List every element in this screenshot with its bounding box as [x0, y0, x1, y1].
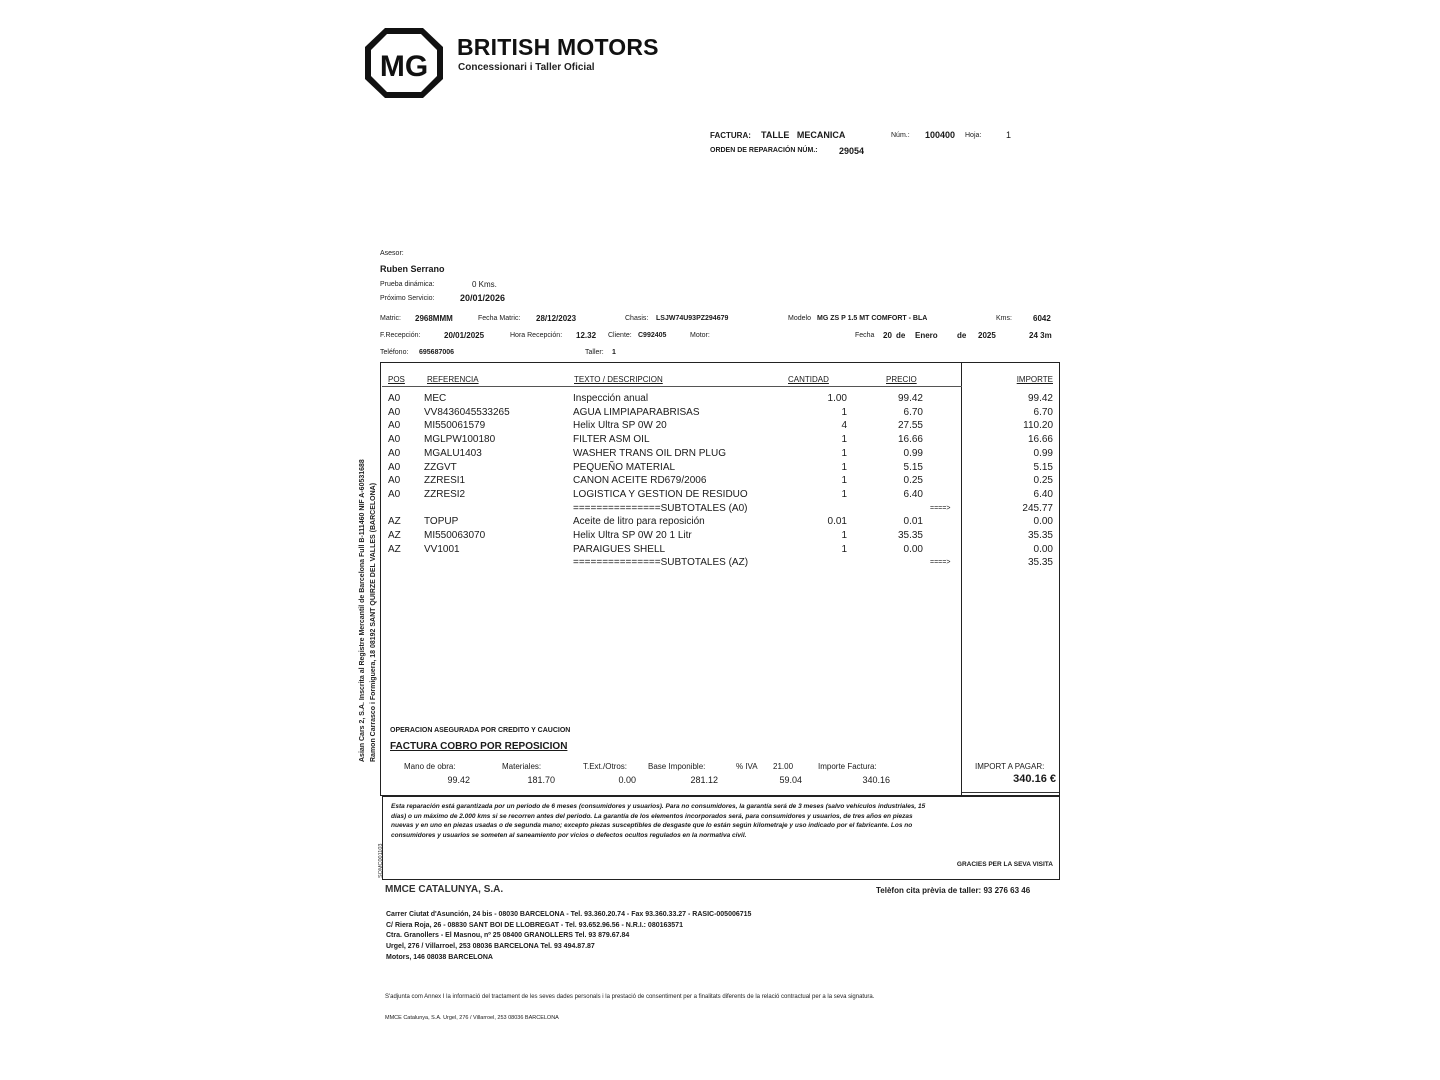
amount-column-divider	[961, 363, 962, 795]
invoice-amount-label: Importe Factura:	[818, 762, 877, 771]
row-pos: AZ	[388, 543, 401, 555]
date-label: Fecha	[855, 332, 875, 339]
row-price: 5.15	[903, 461, 923, 473]
row-ref: TOPUP	[424, 516, 459, 528]
labor-value: 99.42	[447, 775, 470, 785]
vat-value: 59.04	[779, 775, 802, 785]
row-pos: A0	[388, 393, 401, 404]
chassis-label: Chasis:	[625, 315, 649, 322]
invoice-kind: FACTURA COBRO POR REPOSICION	[390, 741, 568, 752]
client-label: Cliente:	[608, 332, 632, 339]
reception-time: 12.32	[576, 331, 597, 340]
row-qty: 1	[841, 434, 847, 446]
row-pos: A0	[388, 434, 401, 446]
date-extra: 24 3m	[1029, 331, 1052, 340]
row-ref: MGALU1403	[424, 447, 482, 459]
next-service-date: 20/01/2026	[460, 293, 506, 303]
row-qty: 1	[841, 488, 847, 500]
address-line-5: Motors, 146 08038 BARCELONA	[386, 954, 493, 961]
row-pos: A0	[388, 488, 401, 500]
row-amount: 5.15	[1033, 461, 1053, 473]
model-value: MG ZS P 1.5 MT COMFORT - BLA	[817, 315, 928, 322]
test-drive-value: 0 Kms.	[472, 280, 497, 289]
row-ref: MEC	[424, 393, 447, 404]
other-value: 0.00	[618, 775, 636, 785]
row-qty: 1	[841, 447, 847, 459]
model-label: Modelo	[788, 315, 811, 322]
row-amount: 0.25	[1033, 475, 1053, 487]
row-qty: 4	[841, 420, 847, 432]
row-amount: 99.42	[1027, 393, 1053, 404]
guarantee-text: Esta reparación está garantizada por un periodo de 6 meses (consumidores y usuarios). Para no consumidores, la garantía será de 3 meses (salvo vehículos industriales, 15 días) o un máximo de 2.000 kms si se recorren antes del periodo. La garantía de los elementos incorporados será, para consumidores y usuarios, de tres años en piezas nuevas y en uno en piezas usadas o de segunda mano; excepto piezas susceptibles de desgaste que lo están según kilometraje y uso indicado por el fabricante. Los no consumidores y usuarios se someten al saneamiento por vicios o defectos ocultos regulados en la normativa civil.	[391, 803, 926, 839]
subtotal-desc: ===============SUBTOTALES (AZ)	[573, 557, 749, 569]
row-pos: A0	[388, 447, 401, 459]
base-label: Base Imponible:	[648, 762, 706, 771]
workshop-phone: Telèfon cita prèvia de taller: 93 276 63 46	[876, 886, 1031, 895]
form-code-text: SOMC001103	[378, 843, 384, 878]
kms-value: 6042	[1033, 314, 1051, 323]
row-desc: FILTER ASM OIL	[573, 434, 650, 446]
subtotal-amount: 35.35	[1027, 557, 1053, 569]
total-rule	[962, 792, 1059, 793]
advisor-name: Ruben Serrano	[380, 264, 445, 274]
invoice-amount-value: 340.16	[862, 775, 890, 785]
row-desc: WASHER TRANS OIL DRN PLUG	[573, 447, 726, 459]
page-number: 1	[1006, 130, 1012, 140]
registration-date: 28/12/2023	[536, 314, 577, 323]
repair-order-number: 29054	[839, 146, 865, 156]
subtotal-desc: ===============SUBTOTALES (A0)	[573, 502, 748, 514]
row-price: 0.25	[903, 475, 923, 487]
row-pos: AZ	[388, 516, 401, 528]
row-price: 35.35	[897, 530, 923, 541]
other-label: T.Ext./Otros:	[583, 762, 628, 771]
workshop-label: Taller:	[585, 349, 604, 356]
legal-line-2: Ramon Carrasco i Formiguera, 18 08192 SANT QUIRZE DEL VALLES (BARCELONA)	[370, 482, 377, 762]
row-pos: A0	[388, 406, 401, 418]
materials-value: 181.70	[527, 775, 555, 785]
footer-company: MMCE CATALUNYA, S.A.	[385, 884, 504, 895]
header-amount: IMPORTE	[1016, 375, 1053, 384]
page-label: Hoja:	[965, 132, 982, 139]
legal-line-1: Asian Cars 2, S.A. Inscrita al Registre Mercantil de Barcelona Full B-111460 NIF A-60531688	[359, 459, 366, 762]
advisor-label: Asesor:	[380, 250, 404, 257]
row-price: 6.70	[903, 406, 923, 418]
row-ref: MI550061579	[424, 420, 486, 432]
pay-label: IMPORT A PAGAR:	[975, 762, 1045, 771]
pay-value: 340.16 €	[1013, 773, 1056, 785]
reception-date: 20/01/2025	[444, 331, 485, 340]
header-rule	[382, 386, 962, 387]
insured-operation-text: OPERACION ASEGURADA POR CREDITO Y CAUCION	[390, 727, 571, 734]
row-amount: 16.66	[1027, 434, 1053, 446]
invoice-number: 100400	[925, 130, 956, 140]
brand-subtitle: Concessionari i Taller Oficial	[458, 62, 595, 73]
row-price: 0.01	[903, 516, 923, 528]
row-pos: AZ	[388, 530, 401, 541]
row-amount: 6.40	[1033, 488, 1053, 500]
date-de-1: de	[896, 331, 906, 340]
header-qty: CANTIDAD	[788, 375, 829, 384]
date-year: 2025	[978, 331, 996, 340]
vat-rate: 21.00	[773, 762, 794, 771]
workshop-number: 1	[612, 349, 616, 356]
vat-label: % IVA	[736, 762, 758, 771]
footer-small-line: MMCE Catalunya, S.A. Urgel, 276 / Villarroel, 253 08036 BARCELONA	[385, 1015, 559, 1021]
labor-label: Mano de obra:	[404, 762, 456, 771]
row-amount: 110.20	[1023, 420, 1053, 432]
mg-logo-icon	[363, 25, 445, 101]
repair-order-label: ORDEN DE REPARACIÓN NÚM.:	[710, 147, 818, 154]
privacy-note: S'adjunta com Annex I la informació del tractament de les seves dades personals i la prestació de consentiment per a finalitats diferents de la relació contractual per a la seva signatura.	[385, 994, 875, 1000]
header-ref: REFERENCIA	[427, 375, 479, 384]
row-desc: CANON ACEITE RD679/2006	[573, 475, 707, 487]
header-pos: POS	[388, 375, 405, 384]
row-qty: 1	[841, 475, 847, 487]
engine-label: Motor:	[690, 332, 710, 339]
next-service-label: Próximo Servicio:	[380, 295, 435, 302]
kms-label: Kms:	[996, 315, 1012, 322]
address-line-2: C/ Riera Roja, 26 - 08830 SANT BOI DE LLOBREGAT - Tel. 93.652.96.56 - N.R.I.: 080163571	[386, 922, 683, 929]
row-amount: 0.00	[1033, 516, 1053, 528]
invoice-label: FACTURA:	[710, 131, 751, 140]
row-price: 16.66	[897, 434, 923, 446]
row-desc: Helix Ultra SP 0W 20	[573, 420, 667, 432]
row-desc: PEQUEÑO MATERIAL	[573, 461, 676, 473]
row-desc: LOGISTICA Y GESTION DE RESIDUO	[573, 488, 748, 500]
date-de-2: de	[957, 331, 967, 340]
row-qty: 1	[841, 461, 847, 473]
row-qty: 1	[841, 543, 847, 555]
address-line-1: Carrer Ciutat d'Asunción, 24 bis - 08030 BARCELONA - Tel. 93.360.20.74 - Fax 93.360.33.27 - RASIC-005006715	[386, 911, 752, 918]
row-ref: ZZGVT	[424, 461, 457, 473]
plate-label: Matric:	[380, 315, 401, 322]
row-price: 6.40	[903, 488, 923, 500]
header-desc: TEXTO / DESCRIPCION	[574, 375, 663, 384]
chassis-number: LSJW74U93PZ294679	[656, 315, 729, 322]
phone-label: Teléfono:	[380, 349, 409, 356]
plate-number: 2968MMM	[415, 314, 453, 323]
row-price: 27.55	[897, 420, 923, 432]
row-pos: A0	[388, 475, 401, 487]
subtotal-arrow: ====>	[930, 559, 951, 567]
row-desc: Inspección anual	[573, 393, 649, 404]
row-ref: ZZRESI1	[424, 475, 466, 487]
registration-date-label: Fecha Matric:	[478, 315, 521, 322]
row-qty: 1	[841, 406, 847, 418]
row-desc: Helix Ultra SP 0W 20 1 Litr	[573, 530, 692, 541]
address-line-3: Ctra. Granollers - El Masnou, nº 25 08400 GRANOLLERS Tel. 93 879.67.84	[386, 932, 630, 939]
row-desc: AGUA LIMPIAPARABRISAS	[573, 406, 700, 418]
invoice-type: TALLE MECANICA	[761, 130, 846, 140]
row-desc: Aceite de litro para reposición	[573, 516, 705, 528]
reception-time-label: Hora Recepción:	[510, 332, 563, 339]
phone-number: 695687006	[419, 349, 455, 356]
row-amount: 0.99	[1033, 447, 1053, 459]
row-ref: VV8436045533265	[424, 406, 510, 418]
row-amount: 6.70	[1033, 406, 1053, 418]
invoice-number-label: Núm.:	[891, 132, 910, 139]
date-day: 20	[883, 331, 892, 340]
materials-label: Materiales:	[502, 762, 542, 771]
address-line-4: Urgel, 276 / Villarroel, 253 08036 BARCELONA Tel. 93 494.87.87	[386, 943, 595, 950]
test-drive-label: Prueba dinámica:	[380, 281, 435, 288]
row-ref: MGLPW100180	[424, 434, 496, 446]
brand-name: BRITISH MOTORS	[457, 34, 659, 60]
row-price: 99.42	[897, 393, 923, 404]
row-pos: A0	[388, 420, 401, 432]
row-qty: 0.01	[827, 516, 847, 528]
row-amount: 0.00	[1033, 543, 1053, 555]
row-qty: 1	[841, 530, 847, 541]
guarantee-conditions	[382, 796, 1060, 880]
reception-label: F.Recepción:	[380, 332, 421, 339]
logo-text: MG	[379, 50, 429, 83]
base-value: 281.12	[690, 775, 718, 785]
row-ref: VV1001	[424, 543, 460, 555]
row-ref: MI550063070	[424, 530, 486, 541]
thanks-text: GRACIES PER LA SEVA VISITA	[956, 861, 1053, 868]
row-amount: 35.35	[1027, 530, 1053, 541]
header-price: PRECIO	[886, 375, 917, 384]
row-ref: ZZRESI2	[424, 488, 466, 500]
subtotal-amount: 245.77	[1022, 502, 1053, 514]
row-price: 0.00	[903, 543, 923, 555]
row-pos: A0	[388, 461, 401, 473]
row-qty: 1.00	[827, 393, 847, 404]
row-price: 0.99	[903, 447, 923, 459]
subtotal-arrow: ====>	[930, 504, 951, 512]
date-month: Enero	[915, 331, 938, 340]
row-desc: PARAIGUES SHELL	[573, 543, 666, 555]
client-number: C992405	[638, 332, 667, 339]
